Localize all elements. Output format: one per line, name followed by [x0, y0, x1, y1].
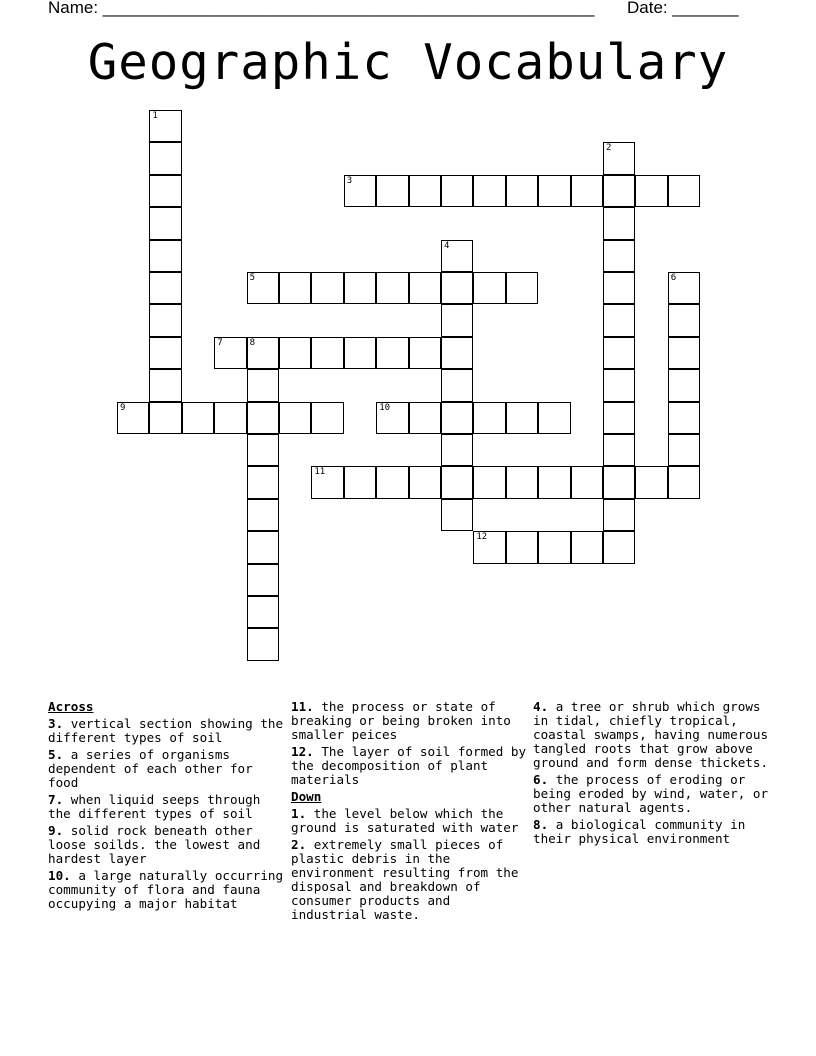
- clue-across-7: 7. when liquid seeps through the different types of soil: [48, 792, 261, 821]
- grid-cell[interactable]: [409, 337, 441, 369]
- grid-cell[interactable]: [376, 466, 408, 498]
- grid-cell[interactable]: [441, 499, 473, 531]
- grid-cell[interactable]: [247, 628, 279, 660]
- clue-down-8: 8. a biological community in their physical environment: [533, 817, 746, 846]
- cell-number: 10: [379, 402, 391, 413]
- grid-cell[interactable]: [441, 466, 473, 498]
- grid-cell[interactable]: [441, 434, 473, 466]
- grid-cell[interactable]: [149, 402, 181, 434]
- grid-cell[interactable]: [247, 596, 279, 628]
- grid-cell[interactable]: [668, 337, 700, 369]
- grid-cell[interactable]: [376, 402, 408, 434]
- grid-cell[interactable]: [182, 402, 214, 434]
- grid-cell[interactable]: [247, 531, 279, 563]
- grid-cell[interactable]: [376, 175, 408, 207]
- clues-column-2: [291, 700, 527, 925]
- grid-cell[interactable]: [603, 175, 635, 207]
- grid-cell[interactable]: [571, 175, 603, 207]
- grid-cell[interactable]: [603, 337, 635, 369]
- grid-cell[interactable]: [603, 369, 635, 401]
- grid-cell[interactable]: [376, 272, 408, 304]
- grid-cell[interactable]: [311, 337, 343, 369]
- page-title: Geographic Vocabulary: [87, 34, 729, 91]
- clue-down-2: 2. extremely small pieces of plastic debris in the environment resulting from the disposal and breakdown of consumer products and industrial waste.: [291, 837, 519, 922]
- grid-cell[interactable]: [668, 175, 700, 207]
- grid-cell[interactable]: [603, 304, 635, 336]
- grid-cell[interactable]: [149, 240, 181, 272]
- clue-down-1: 1. the level below which the ground is saturated with water: [291, 806, 519, 835]
- grid-cell[interactable]: [149, 110, 181, 142]
- grid-cell[interactable]: [149, 337, 181, 369]
- cell-number: 8: [249, 337, 256, 348]
- grid-cell[interactable]: [409, 402, 441, 434]
- clue-across-5: 5. a series of organisms dependent of each other for food: [48, 747, 253, 790]
- grid-cell[interactable]: [247, 272, 279, 304]
- clue-down-6: 6. the process of eroding or being eroded by wind, water, or other natural agents.: [533, 772, 769, 815]
- grid-cell[interactable]: [506, 175, 538, 207]
- grid-cell[interactable]: [149, 304, 181, 336]
- grid-cell[interactable]: [376, 337, 408, 369]
- grid-cell[interactable]: [603, 207, 635, 239]
- clue-across-11: 11. the process or state of breaking or being broken into smaller peices: [291, 699, 511, 742]
- grid-cell[interactable]: [538, 531, 570, 563]
- grid-cell[interactable]: [506, 272, 538, 304]
- grid-cell[interactable]: [279, 272, 311, 304]
- grid-cell[interactable]: [409, 466, 441, 498]
- grid-cell[interactable]: [571, 466, 603, 498]
- grid-cell[interactable]: [441, 272, 473, 304]
- grid-cell[interactable]: [311, 402, 343, 434]
- grid-cell[interactable]: [117, 402, 149, 434]
- grid-cell[interactable]: [441, 402, 473, 434]
- clues-column-1: [48, 700, 284, 914]
- cell-number: 5: [249, 273, 256, 283]
- grid-cell[interactable]: [635, 466, 667, 498]
- grid-cell[interactable]: [441, 240, 473, 272]
- grid-cell[interactable]: [603, 272, 635, 304]
- grid-cell[interactable]: [538, 402, 570, 434]
- grid-cell[interactable]: [409, 272, 441, 304]
- grid-cell[interactable]: [603, 402, 635, 434]
- grid-cell[interactable]: [409, 175, 441, 207]
- grid-cell[interactable]: [668, 434, 700, 466]
- grid-cell[interactable]: [603, 466, 635, 498]
- date-field-label: Date: _______: [627, 0, 739, 17]
- cell-number: 11: [314, 467, 326, 478]
- grid-cell[interactable]: [247, 499, 279, 531]
- grid-cell[interactable]: [214, 337, 246, 369]
- grid-cell[interactable]: [506, 402, 538, 434]
- grid-cell[interactable]: [149, 272, 181, 304]
- grid-cell[interactable]: [603, 240, 635, 272]
- grid-cell[interactable]: [603, 499, 635, 531]
- grid-cell[interactable]: [247, 466, 279, 498]
- grid-cell[interactable]: [279, 337, 311, 369]
- cell-number: 9: [120, 402, 126, 413]
- grid-cell[interactable]: [311, 466, 343, 498]
- grid-cell[interactable]: [247, 564, 279, 596]
- clue-across-3: 3. vertical section showing the different types of soil: [48, 716, 284, 745]
- down-heading: Down: [291, 789, 322, 804]
- grid-cell[interactable]: [603, 434, 635, 466]
- cell-number: 12: [476, 532, 488, 543]
- grid-cell[interactable]: [668, 304, 700, 336]
- grid-cell[interactable]: [603, 531, 635, 563]
- grid-cell[interactable]: [149, 142, 181, 174]
- clue-across-10: 10. a large naturally occurring community of flora and fauna occupying a major habitat: [48, 868, 284, 911]
- grid-cell[interactable]: [473, 175, 505, 207]
- grid-cell[interactable]: [344, 337, 376, 369]
- grid-cell[interactable]: [149, 207, 181, 239]
- cell-number: 3: [346, 175, 353, 186]
- clue-down-4: 4. a tree or shrub which grows in tidal, chiefly tropical, coastal swamps, having numerous tangled roots that grow above ground and form dense thickets.: [533, 699, 769, 770]
- grid-cell[interactable]: [473, 402, 505, 434]
- grid-cell[interactable]: [538, 175, 570, 207]
- across-heading: Across: [48, 699, 94, 714]
- clues-column-3: [533, 700, 769, 849]
- grid-cell[interactable]: [473, 466, 505, 498]
- grid-cell[interactable]: [635, 175, 667, 207]
- grid-cell[interactable]: [149, 175, 181, 207]
- grid-cell[interactable]: [441, 304, 473, 336]
- clue-across-12: 12. The layer of soil formed by the decomposition of plant materials: [291, 744, 527, 787]
- grid-cell[interactable]: [344, 175, 376, 207]
- grid-cell[interactable]: [473, 272, 505, 304]
- grid-cell[interactable]: [571, 531, 603, 563]
- grid-cell[interactable]: [506, 466, 538, 498]
- grid-cell[interactable]: [668, 272, 700, 304]
- grid-cell[interactable]: [279, 402, 311, 434]
- grid-cell[interactable]: [603, 142, 635, 174]
- grid-cell[interactable]: [214, 402, 246, 434]
- grid-cell[interactable]: [668, 466, 700, 498]
- cell-number: 1: [152, 111, 158, 121]
- cell-number: 7: [217, 337, 223, 348]
- cell-number: 6: [670, 273, 677, 283]
- grid-cell[interactable]: [473, 531, 505, 563]
- grid-cell[interactable]: [344, 466, 376, 498]
- grid-cell[interactable]: [311, 272, 343, 304]
- grid-cell[interactable]: [441, 175, 473, 207]
- grid-cell[interactable]: [149, 369, 181, 401]
- grid-cell[interactable]: [247, 337, 279, 369]
- grid-cell[interactable]: [247, 369, 279, 401]
- cell-number: 2: [606, 143, 612, 154]
- grid-cell[interactable]: [506, 531, 538, 563]
- grid-cell[interactable]: [538, 466, 570, 498]
- grid-cell[interactable]: [668, 369, 700, 401]
- name-field-label: Name: ____________________________________________________: [48, 0, 595, 17]
- grid-cell[interactable]: [247, 434, 279, 466]
- grid-cell[interactable]: [668, 402, 700, 434]
- grid-cell[interactable]: [247, 402, 279, 434]
- clue-across-9: 9. solid rock beneath other loose soilds. the lowest and hardest layer: [48, 823, 261, 866]
- grid-cell[interactable]: [344, 272, 376, 304]
- grid-cell[interactable]: [441, 337, 473, 369]
- cell-number: 4: [444, 240, 450, 251]
- grid-cell[interactable]: [441, 369, 473, 401]
